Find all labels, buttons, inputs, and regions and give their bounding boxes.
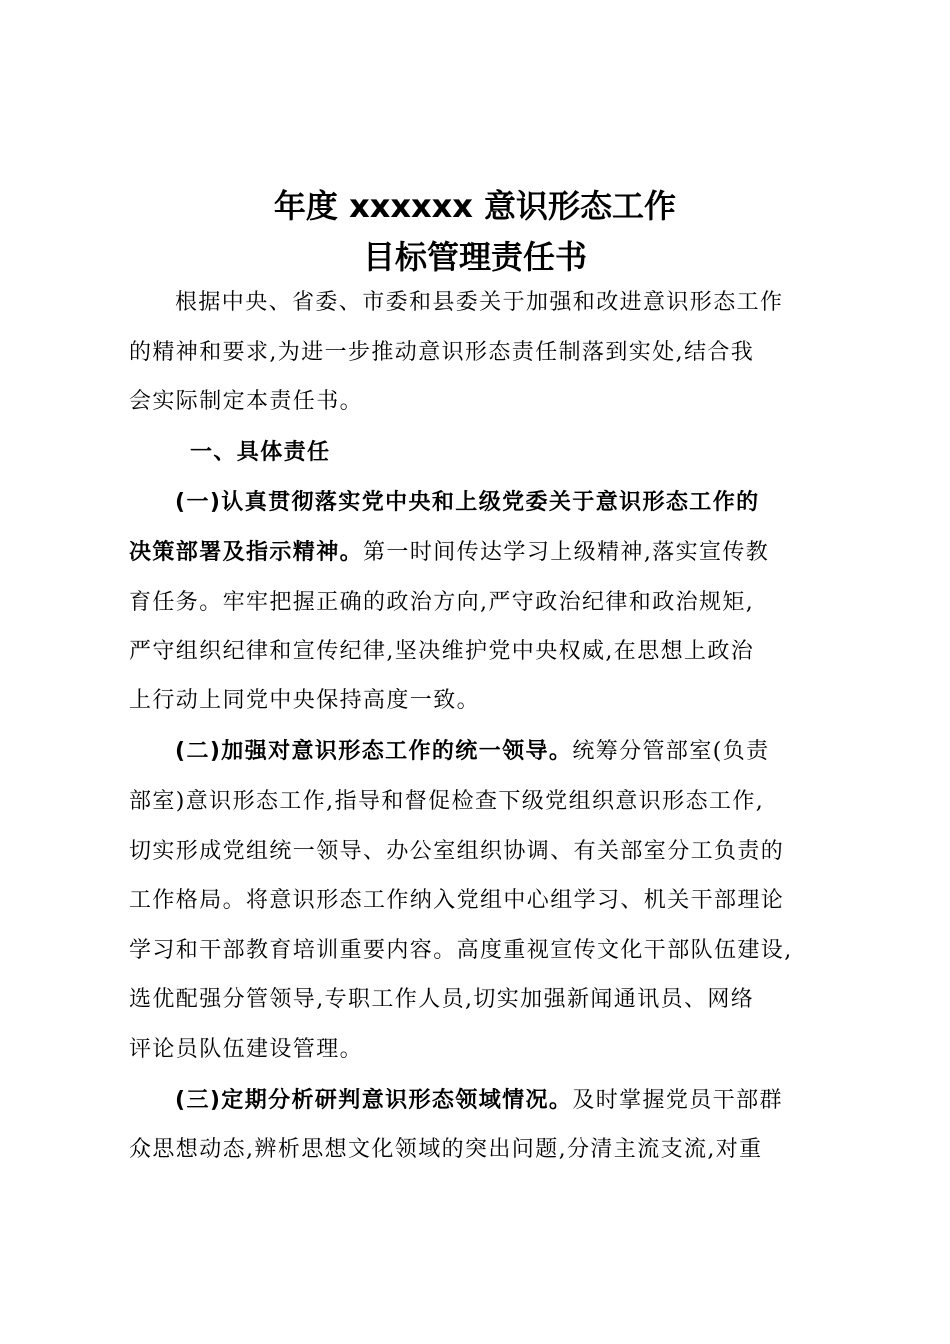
intro-line-1: 根据中央、省委、市委和县委关于加强和改进意识形态工作 — [175, 290, 784, 315]
item3-bold-lead: (三)定期分析研判意识形态领域情况。 — [175, 1088, 573, 1113]
item1-line-2 — [129, 538, 769, 568]
item2-line-6: 选优配强分管领导,专职工作人员,切实加强新闻通讯员、网络 — [129, 987, 755, 1012]
item2-line-7: 评论员队伍建设管理。 — [129, 1037, 364, 1062]
item3-line-2: 众思想动态,辨析思想文化领域的突出问题,分清主流支流,对重 — [129, 1137, 763, 1162]
intro-line-3: 会实际制定本责任书。 — [129, 389, 364, 414]
section-heading-specific-responsibilities: 一、具体责任 — [190, 440, 331, 465]
intro-line-2: 的精神和要求,为进一步推动意识形态责任制落到实处,结合我 — [129, 340, 755, 365]
item2-line-1-rest: 统筹分管部室(负责 — [572, 739, 770, 764]
item2-line-4: 工作格局。将意识形态工作纳入党组中心组学习、机关干部理论 — [129, 888, 785, 913]
item1-line-5: 上行动上同党中央保持高度一致。 — [129, 688, 481, 713]
item3-line-1-rest: 及时掌握党员干部群 — [572, 1088, 783, 1113]
item1-line-3: 育任务。牢牢把握正确的政治方向,严守政治纪律和政治规矩, — [129, 590, 755, 615]
item2-bold-lead: (二)加强对意识形态工作的统一领导。 — [175, 739, 573, 764]
document-title-line-1: 年度 xxxxxx 意识形态工作 — [273, 187, 677, 225]
item2-line-5: 学习和干部教育培训重要内容。高度重视宣传文化干部队伍建设, — [129, 938, 793, 963]
document-title-line-2: 目标管理责任书 — [362, 238, 587, 276]
item1-bold-lead-end: 决策部署及指示精神。 — [129, 540, 364, 565]
item1-line-2-rest: 第一时间传达学习上级精神,落实宣传教 — [363, 540, 770, 565]
item2-line-1 — [175, 737, 770, 767]
item1-line-4: 严守组织纪律和宣传纪律,坚决维护党中央权威,在思想上政治 — [129, 639, 755, 664]
item2-line-2: 部室)意识形态工作,指导和督促检查下级党组织意识形态工作, — [129, 789, 765, 814]
item3-line-1 — [175, 1086, 783, 1116]
item1-bold-line-1: (一)认真贯彻落实党中央和上级党委关于意识形态工作的 — [175, 490, 760, 515]
item2-line-3: 切实形成党组统一领导、办公室组织协调、有关部室分工负责的 — [129, 839, 785, 864]
